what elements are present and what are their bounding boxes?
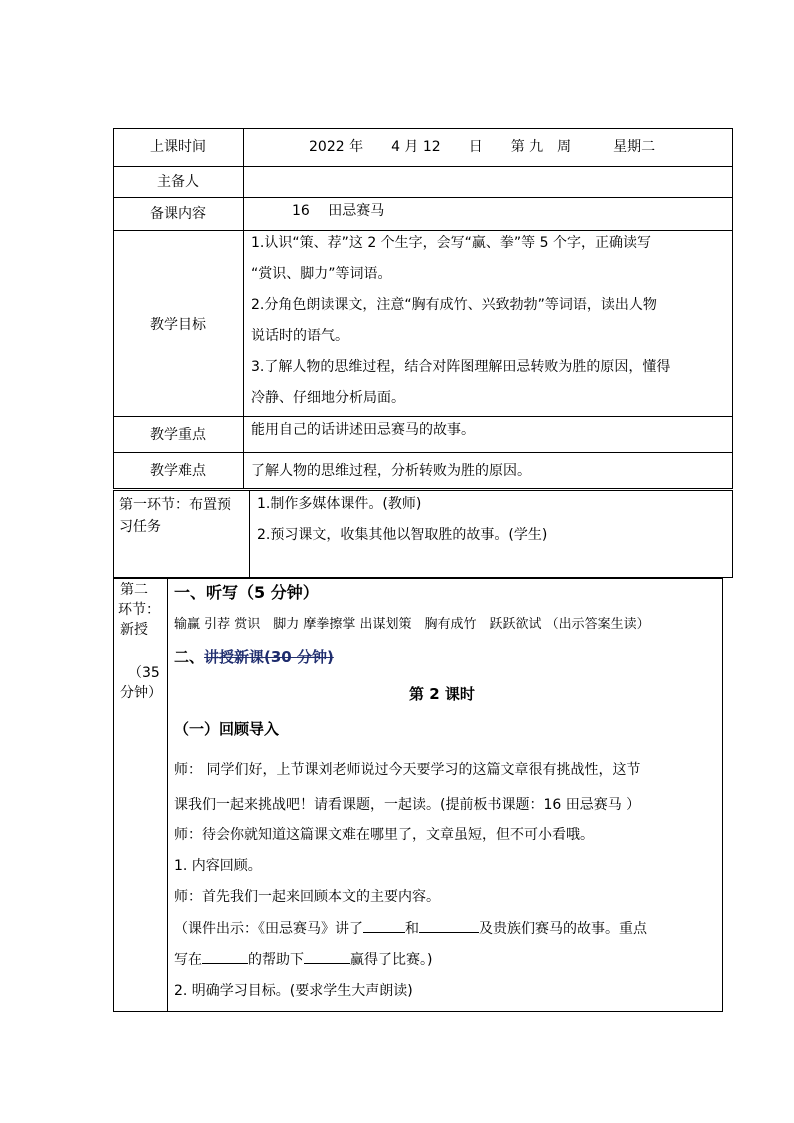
section2-title	[174, 646, 334, 668]
sub1-title: （一）回顾导入	[174, 720, 280, 738]
stage1-label: 第一环节：布置预	[119, 497, 231, 513]
paragraph: 师：待会你就知道这篇课文难在哪里了，文章虽短，但不可小看哦。	[174, 827, 594, 843]
class-time-label: 上课时间	[150, 139, 206, 155]
blank	[304, 949, 350, 964]
section2-prefix: 二、	[174, 648, 205, 666]
content-label: 备课内容	[150, 206, 206, 222]
stage2-duration: 分钟）	[120, 685, 162, 701]
stage1-item: 1.制作多媒体课件。(教师)	[257, 496, 422, 512]
paragraph: 课我们一起来挑战吧！请看课题，一起读。(提前板书课题：16 田忌赛马 ）	[174, 797, 641, 813]
dictation-words: 输赢 引荐 赏识 脚力 摩拳擦掌 出谋划策 胸有成竹 跃跃欲试 （出示答案生读）	[174, 617, 650, 632]
objective-line: 冷静、仔细地分析局面。	[251, 390, 405, 406]
stage1-item: 2.预习课文，收集其他以智取胜的故事。(学生)	[257, 527, 548, 543]
stage2-duration: （35	[128, 665, 160, 681]
key-point-label: 教学重点	[150, 427, 206, 443]
blank	[202, 949, 248, 964]
fill-in-line: 写在 的帮助下 赢得了比赛。)	[174, 949, 432, 970]
difficulty-value: 了解人物的思维过程，分析转败为胜的原因。	[251, 463, 531, 479]
difficulty-label: 教学难点	[150, 463, 206, 479]
lesson-title: 第 2 课时	[409, 685, 475, 703]
objective-line: 说话时的语气。	[251, 328, 349, 344]
info-table-divider	[243, 128, 244, 489]
preparer-label: 主备人	[157, 174, 199, 190]
paragraph: 师： 同学们好，上节课刘老师说过今天要学习的这篇文章很有挑战性，这节	[174, 762, 641, 778]
list-item: 2. 明确学习目标。(要求学生大声朗读)	[174, 983, 413, 999]
paragraph: 师：首先我们一起来回顾本文的主要内容。	[174, 889, 440, 905]
section2-title-text: 讲授新课(30 分钟)	[204, 648, 334, 666]
section1-title: 一、听写（5 分钟）	[174, 583, 319, 602]
list-item: 1. 内容回顾。	[174, 858, 262, 874]
stage1-label: 习任务	[119, 519, 161, 535]
objective-line: 2.分角色朗读课文，注意“胸有成竹、兴致勃勃”等词语，读出人物	[251, 297, 657, 313]
fill-in-line: （课件出示：《田忌赛马》讲了 和 及贵族们赛马的故事。重点	[174, 918, 647, 939]
stage2-label: 环节：	[118, 602, 160, 618]
content-value: 16 田忌赛马	[292, 203, 385, 219]
objective-line: “赏识、脚力”等词语。	[251, 266, 392, 282]
blank	[363, 918, 405, 933]
class-time-value: 2022 年 4 月 12 日 第 九 周 星期二	[309, 139, 656, 155]
objectives-label: 教学目标	[150, 317, 206, 333]
stage2-label: 新授	[120, 622, 148, 638]
objective-line: 1.认识“策、荐”这 2 个生字，会写“赢、拳”等 5 个字，正确读写	[251, 235, 651, 251]
key-point-value: 能用自己的话讲述田忌赛马的故事。	[251, 422, 475, 438]
stage2-label: 第二	[120, 582, 148, 598]
objective-line: 3.了解人物的思维过程，结合对阵图理解田忌转败为胜的原因，懂得	[251, 359, 671, 375]
blank	[419, 918, 479, 933]
